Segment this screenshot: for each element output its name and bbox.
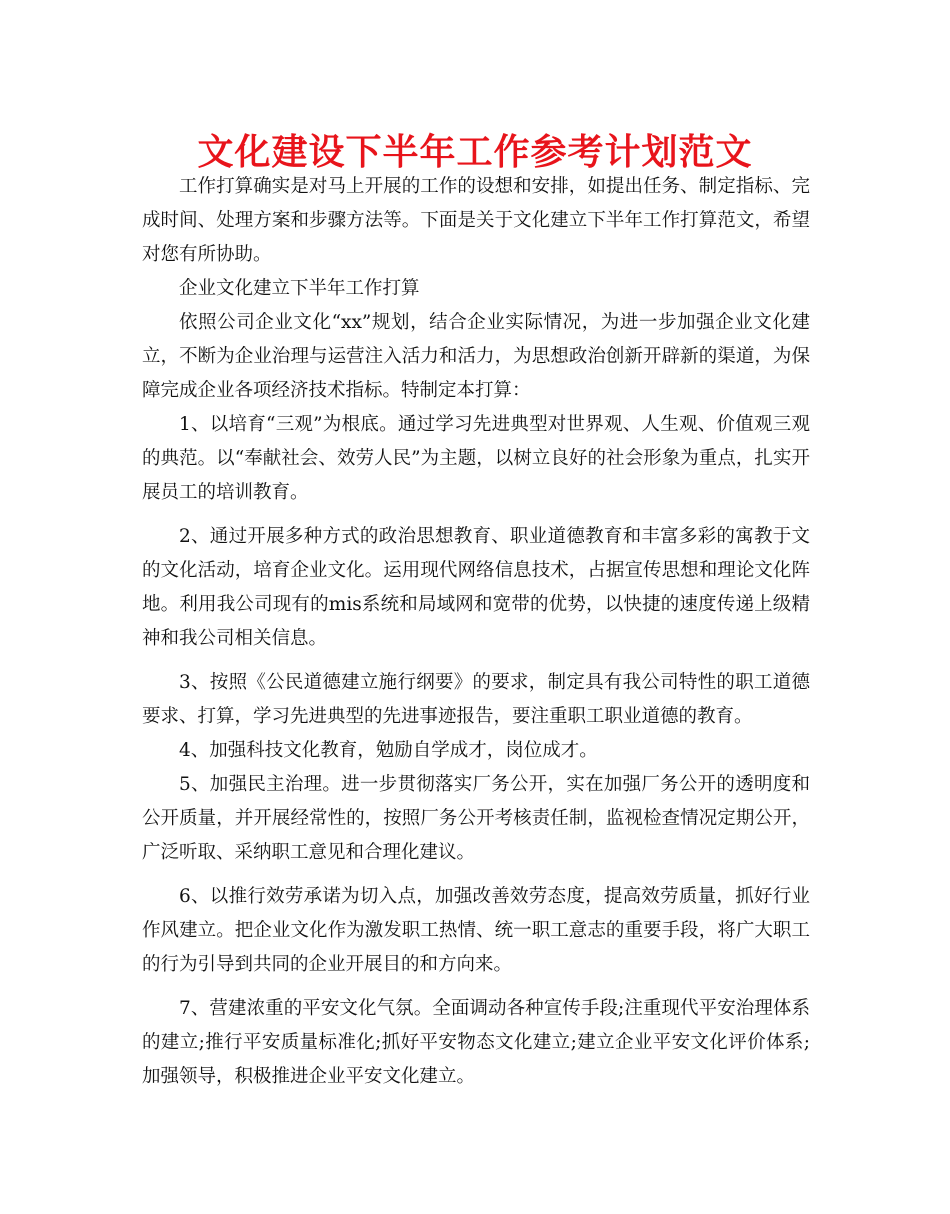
paragraph-basis: 依照公司企业文化“xx”规划，结合企业实际情况，为进一步加强企业文化建立，不断为企业治理与运营注入活力和活力，为思想政治创新开辟新的渠道，为保障完成企业各项经济技术指标。特制定本打算： [142, 312, 810, 401]
paragraph-item-7: 7、营建浓重的平安文化气氛。全面调动各种宣传手段;注重现代平安治理体系的建立;推行平安质量标准化;抓好平安物态文化建立;建立企业平安文化评价体系;加强领导，积极推进企业平安文化建立。 [142, 998, 810, 1087]
paragraph-item-5: 5、加强民主治理。进一步贯彻落实厂务公开，实在加强厂务公开的透明度和公开质量，并开展经常性的，按照厂务公开考核责任制，监视检查情况定期公开，广泛听取、采纳职工意见和合理化建议。 [142, 774, 810, 863]
paragraph-intro: 工作打算确实是对马上开展的工作的设想和安排，如提出任务、制定指标、完成时间、处理方案和步骤方法等。下面是关于文化建立下半年工作打算范文，希望对您有所协助。 [142, 176, 810, 265]
document-body [142, 170, 810, 1094]
paragraph-item-4: 4、加强科技文化教育，勉励自学成才，岗位成才。 [179, 740, 598, 761]
paragraph-subheading: 企业文化建立下半年工作打算 [179, 278, 420, 299]
paragraph-item-3: 3、按照《公民道德建立施行纲要》的要求，制定具有我公司特性的职工道德要求、打算，学习先进典型的先进事迹报告，要注重职工职业道德的教育。 [142, 672, 810, 727]
paragraph-item-1: 1、以培育“三观”为根底。通过学习先进典型对世界观、人生观、价值观三观的典范。以“奉献社会、效劳人民”为主题，以树立良好的社会形象为重点，扎实开展员工的培训教育。 [142, 414, 810, 503]
paragraph-item-2: 2、通过开展多种方式的政治思想教育、职业道德教育和丰富多彩的寓教于文的文化活动，培育企业文化。运用现代网络信息技术，占据宣传思想和理论文化阵地。利用我公司现有的mis系统和局域网和宽带的优势，以快捷的速度传递上级精神和我公司相关信息。 [142, 526, 810, 649]
document-title: 文化建设下半年工作参考计划范文 [197, 131, 753, 173]
paragraph-item-6: 6、以推行效劳承诺为切入点，加强改善效劳态度，提高效劳质量，抓好行业作风建立。把企业文化作为激发职工热情、统一职工意志的重要手段，将广大职工的行为引导到共同的企业开展目的和方向来。 [142, 886, 810, 975]
